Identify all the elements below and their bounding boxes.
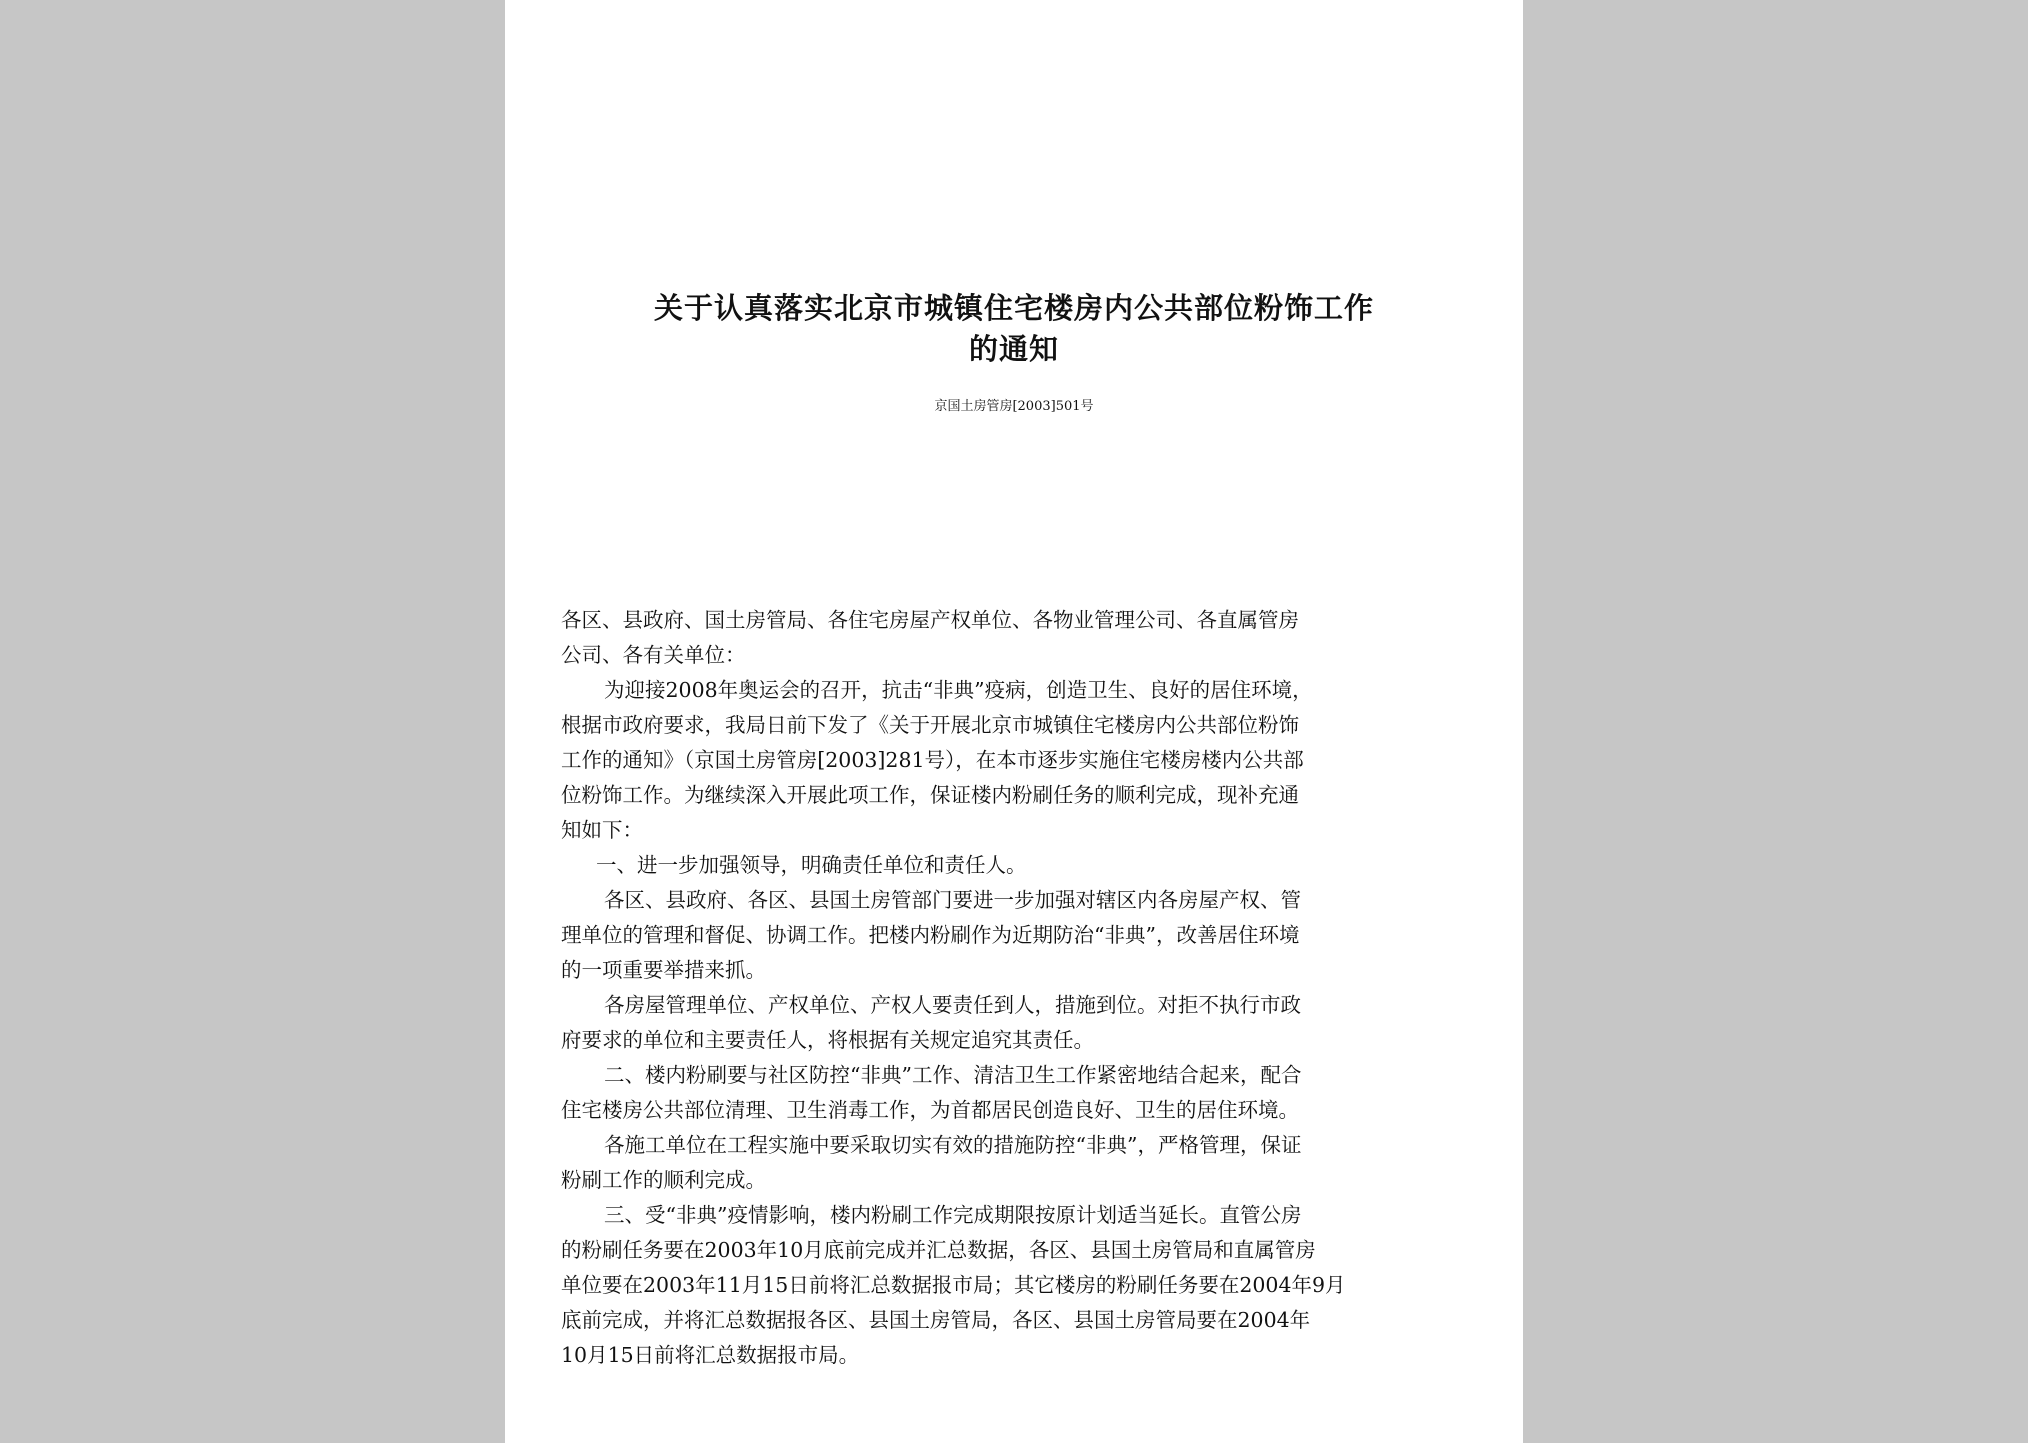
section-heading-3: 三、受“非典”疫情影响，楼内粉刷工作完成期限按原计划适当延长。直管公房	[604, 1203, 1302, 1227]
document-page	[505, 0, 1523, 1443]
paragraph-line: 为迎接2008年奥运会的召开，抗击“非典”疫病，创造卫生、良好的居住环境，	[604, 678, 1313, 702]
paragraph-line: 理单位的管理和督促、协调工作。把楼内粉刷作为近期防治“非典”，改善居住环境	[561, 923, 1300, 947]
paragraph-line: 住宅楼房公共部位清理、卫生消毒工作，为首都居民创造良好、卫生的居住环境。	[561, 1098, 1299, 1122]
paragraph-line: 底前完成，并将汇总数据报各区、县国土房管局，各区、县国土房管局要在2004年	[561, 1308, 1311, 1332]
paragraph-line: 粉刷工作的顺利完成。	[561, 1168, 766, 1192]
paragraph-line: 工作的通知》（京国土房管房[2003]281号），在本市逐步实施住宅楼房楼内公共部	[561, 748, 1304, 772]
section-heading-1: 一、进一步加强领导，明确责任单位和责任人。	[596, 853, 1027, 877]
paragraph-line: 的粉刷任务要在2003年10月底前完成并汇总数据，各区、县国土房管局和直属管房	[561, 1238, 1316, 1262]
paragraph-line: 府要求的单位和主要责任人，将根据有关规定追究其责任。	[561, 1028, 1094, 1052]
paragraph-line: 知如下：	[561, 818, 643, 842]
document-title	[545, 288, 1483, 370]
paragraph-line: 10月15日前将汇总数据报市局。	[561, 1343, 860, 1367]
document-number: 京国土房管房[2003]501号	[934, 399, 1094, 414]
addressee-line: 各区、县政府、国土房管局、各住宅房屋产权单位、各物业管理公司、各直属管房	[561, 608, 1299, 632]
title-line-1: 关于认真落实北京市城镇住宅楼房内公共部位粉饰工作	[653, 291, 1374, 325]
paragraph-line: 的一项重要举措来抓。	[561, 958, 766, 982]
paragraph-line: 各区、县政府、各区、县国土房管部门要进一步加强对辖区内各房屋产权、管	[604, 888, 1301, 912]
paragraph-line: 各施工单位在工程实施中要采取切实有效的措施防控“非典”，严格管理，保证	[604, 1133, 1302, 1157]
addressee-line: 公司、各有关单位：	[561, 643, 746, 667]
paragraph-line: 根据市政府要求，我局日前下发了《关于开展北京市城镇住宅楼房内公共部位粉饰	[561, 713, 1299, 737]
paragraph-line: 单位要在2003年11月15日前将汇总数据报市局；其它楼房的粉刷任务要在2004年9月	[561, 1273, 1346, 1297]
section-heading-2: 二、楼内粉刷要与社区防控“非典”工作、清洁卫生工作紧密地结合起来，配合	[604, 1063, 1302, 1087]
title-line-2: 的通知	[968, 332, 1059, 366]
paragraph-line: 位粉饰工作。为继续深入开展此项工作，保证楼内粉刷任务的顺利完成，现补充通	[561, 783, 1299, 807]
paragraph-line: 各房屋管理单位、产权单位、产权人要责任到人，措施到位。对拒不执行市政	[604, 993, 1301, 1017]
document-body	[561, 603, 1461, 1373]
